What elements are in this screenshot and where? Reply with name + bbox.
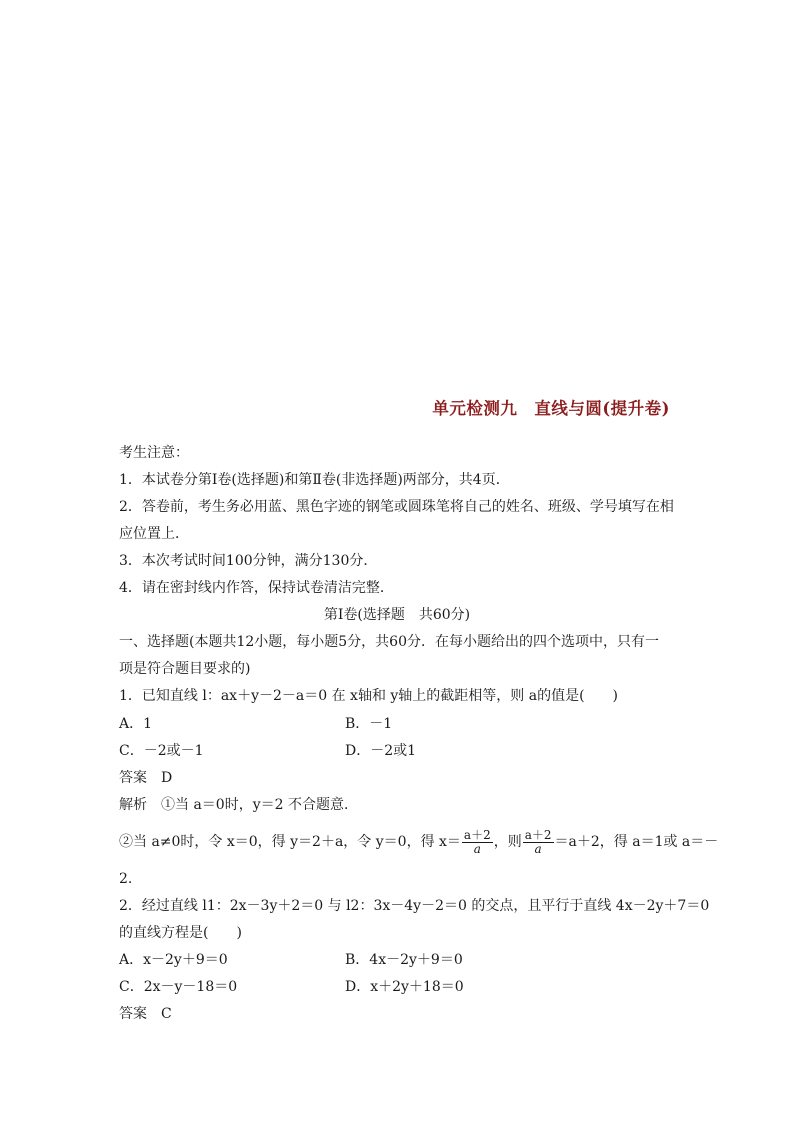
question-2-option-a: A．x－2y＋9＝0 xyxy=(119,952,228,968)
notice-item-4: 4．请在密封线内作答，保持试卷清洁完整． xyxy=(119,580,394,596)
fraction xyxy=(523,829,554,856)
question-2-stem-cont: 的直线方程是( ) xyxy=(119,925,242,941)
section-heading: 第Ⅰ卷(选择题 共60分) xyxy=(323,607,471,623)
analysis-text-end: ＝a＋2，得 a＝1或 a＝－ xyxy=(554,834,719,850)
question-1-stem: 1．已知直线 l：ax＋y－2－a＝0 在 x轴和 y轴上的截距相等，则 a的值是( ) xyxy=(119,688,619,704)
notice-heading: 考生注意： xyxy=(119,445,189,461)
question-1-option-d: D．－2或1 xyxy=(345,743,417,759)
question-1-analysis-line-2 xyxy=(119,826,718,858)
notice-item-2: 2．答卷前，考生务必用蓝、黑色字迹的钢笔或圆珠笔将自己的姓名、班级、学号填写在相 xyxy=(119,499,674,515)
question-2-option-c: C．2x－y－18＝0 xyxy=(119,979,238,995)
question-1-analysis: 解析 ①当 a＝0时，y＝2 不合题意． xyxy=(119,797,358,813)
question-2-stem: 2．经过直线 l1：2x－3y＋2＝0 与 l2：3x－4y－2＝0 的交点，且平行于直线 4x－2y＋7＝0 xyxy=(119,898,710,914)
notice-item-2-cont: 应位置上． xyxy=(119,526,189,542)
document-title: 单元检测九 直线与圆(提升卷) xyxy=(432,399,670,418)
question-2-option-b: B．4x－2y＋9＝0 xyxy=(345,952,463,968)
notice-item-1: 1．本试卷分第Ⅰ卷(选择题)和第Ⅱ卷(非选择题)两部分，共4页． xyxy=(119,472,510,488)
analysis-text-mid: ，则 xyxy=(493,834,522,850)
question-1-answer: 答案 D xyxy=(119,770,173,786)
analysis-text-start: ②当 a≠0时，令 x＝0，得 y＝2＋a，令 y＝0，得 x＝ xyxy=(119,834,461,850)
notice-item-3: 3．本次考试时间100分钟，满分130分． xyxy=(119,553,378,569)
fraction-denominator: a xyxy=(473,841,481,856)
question-1-option-b: B．－1 xyxy=(345,716,393,732)
question-2-answer: 答案 C xyxy=(119,1006,172,1022)
fraction-numerator: a＋2 xyxy=(524,827,552,842)
part-one-instructions-cont: 项是符合题目要求的) xyxy=(119,661,251,677)
question-2-option-d: D．x＋2y＋18＝0 xyxy=(345,979,464,995)
question-1-analysis-line-3: 2. xyxy=(119,871,133,887)
fraction-denominator: a xyxy=(534,841,542,856)
question-1-option-a: A．1 xyxy=(119,716,153,732)
fraction xyxy=(462,829,493,856)
question-1-option-c: C．－2或－1 xyxy=(119,743,204,759)
fraction-numerator: a＋2 xyxy=(463,827,491,842)
part-one-instructions: 一、选择题(本题共12小题，每小题5分，共60分．在每小题给出的四个选项中，只有一 xyxy=(119,634,659,650)
